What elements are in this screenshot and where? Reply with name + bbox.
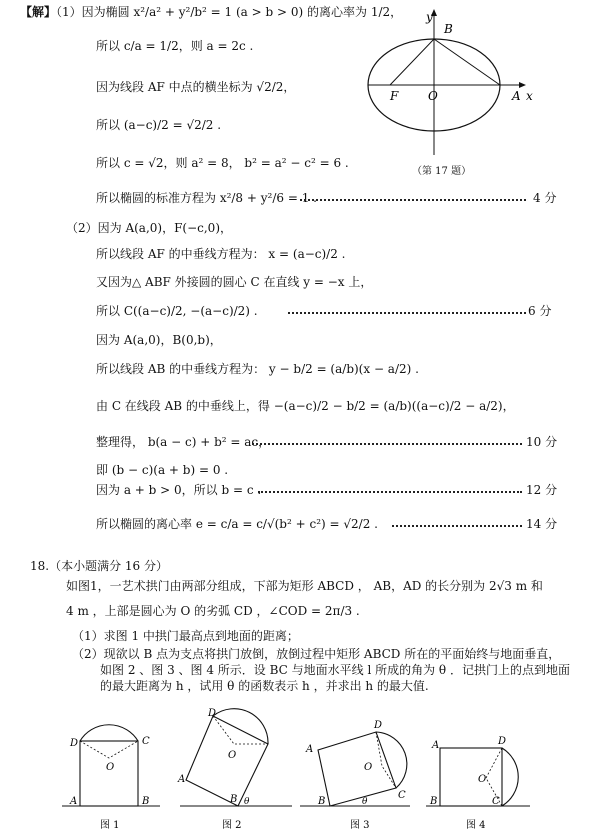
figure-caption: 图 4 bbox=[466, 820, 486, 830]
label-C: C bbox=[492, 796, 500, 807]
solution-line: 所以 c = √2，则 a² = 8， b² = a² − c² = 6 . bbox=[96, 156, 349, 170]
label-D: D bbox=[70, 738, 79, 749]
label-B: B bbox=[230, 794, 238, 805]
solution-line: 所以线段 AF 的中垂线方程为： x = (a−c)/2 . bbox=[96, 247, 346, 261]
solution-line: 所以线段 AB 的中垂线方程为： y − b/2 = (a/b)(x − a/2) . bbox=[96, 362, 419, 376]
solution-header: 【解】（1）因为椭圆 x²/a² + y²/b² = 1 (a > b > 0) 的离心率为 1/2， bbox=[20, 5, 403, 19]
solution-line: 即 (b − c)(a + b) = 0 . bbox=[96, 463, 229, 477]
dot-leader bbox=[258, 491, 522, 493]
figure-17-caption: （第 17 题） bbox=[412, 166, 472, 177]
figure-caption: 图 3 bbox=[350, 820, 370, 830]
label-F: F bbox=[390, 89, 399, 103]
label-C: C bbox=[142, 736, 150, 747]
label-A: A bbox=[432, 740, 440, 751]
arc-cd bbox=[502, 748, 518, 806]
figure-3 bbox=[300, 720, 410, 830]
label-C: C bbox=[398, 790, 406, 801]
rectangle-abcd bbox=[318, 732, 396, 806]
label-theta: θ bbox=[362, 797, 368, 807]
label-D: D bbox=[208, 708, 217, 719]
solution-line: 又因为△ ABF 外接圆的圆心 C 在直线 y = −x 上， bbox=[96, 275, 373, 289]
solution-line: 整理得， b(a − c) + b² = ac， bbox=[96, 435, 271, 449]
label-O: O bbox=[478, 774, 487, 785]
label-y: y bbox=[426, 10, 433, 24]
problem-18-question-2: 的最大距离为 h ，试用 θ 的函数表示 h ，并求出 h 的最大值. bbox=[100, 679, 429, 693]
solution-line: 所以 C((a−c)/2, −(a−c)/2) . bbox=[96, 304, 258, 318]
label-x: x bbox=[526, 89, 533, 103]
solution-line: 因为 A(a,0)，B(0,b)， bbox=[96, 333, 222, 347]
label-A: A bbox=[70, 796, 78, 807]
dot-leader bbox=[288, 312, 526, 314]
problem-18-question-2: 如图 2 、图 3 、图 4 所示．设 BC 与地面水平线 l 所成的角为 θ ．记拱门上的点到地面 bbox=[100, 663, 570, 677]
label-O: O bbox=[228, 750, 237, 761]
figure-4 bbox=[426, 736, 530, 830]
score-mark: 4 分 bbox=[533, 191, 557, 205]
problem-18-intro: 4 m ，上部是圆心为 O 的劣弧 CD ，∠COD = 2π/3 . bbox=[66, 604, 360, 618]
figure-1 bbox=[62, 725, 160, 830]
label-D: D bbox=[498, 736, 507, 747]
radius-dashed bbox=[80, 741, 138, 758]
solution-line: 所以 c/a = 1/2，则 a = 2c . bbox=[96, 39, 254, 53]
label-A: A bbox=[178, 774, 186, 785]
arc-cd bbox=[80, 725, 138, 741]
figure-17-ellipse bbox=[360, 5, 540, 181]
score-mark: 14 分 bbox=[526, 517, 558, 531]
label-A: A bbox=[512, 89, 521, 103]
problem-18-number: 18.（本小题满分 16 分） bbox=[30, 559, 168, 573]
label-O: O bbox=[364, 762, 373, 773]
solution-line: 所以 (a−c)/2 = √2/2 . bbox=[96, 118, 222, 132]
problem-18-question-1: （1）求图 1 中拱门最高点到地面的距离； bbox=[72, 629, 299, 643]
label-B: B bbox=[318, 796, 326, 807]
label-B: B bbox=[142, 796, 150, 807]
triangle-fba bbox=[390, 39, 500, 85]
figure-2 bbox=[177, 708, 292, 830]
dot-leader bbox=[252, 443, 522, 445]
dot-leader bbox=[392, 525, 522, 527]
figure-caption: 图 1 bbox=[100, 820, 120, 830]
label-A: A bbox=[306, 744, 314, 755]
score-mark: 10 分 bbox=[526, 435, 558, 449]
label-O: O bbox=[428, 89, 438, 103]
label-B: B bbox=[430, 796, 438, 807]
solution-line: 因为 a + b > 0，所以 b = c . bbox=[96, 483, 262, 497]
score-mark: 6 分 bbox=[528, 304, 552, 318]
solution-line: 所以椭圆的离心率 e = c/a = c/√(b² + c²) = √2/2 . bbox=[96, 517, 378, 531]
label-O: O bbox=[106, 762, 115, 773]
arch-figures bbox=[0, 700, 613, 830]
label-D: D bbox=[374, 720, 383, 731]
score-mark: 12 分 bbox=[526, 483, 558, 497]
solution-line: 因为线段 AF 中点的横坐标为 √2/2， bbox=[96, 80, 296, 94]
problem-18-intro: 如图1，一艺术拱门由两部分组成，下部为矩形 ABCD ， AB，AD 的长分别为 2√3 m 和 bbox=[66, 579, 543, 593]
problem-18-question-2: （2）现欲以 B 点为支点将拱门放倒，放倒过程中矩形 ABCD 所在的平面始终与地面垂直， bbox=[72, 647, 561, 661]
rectangle-abcd bbox=[186, 716, 268, 806]
label-B: B bbox=[444, 22, 453, 36]
label-theta: θ bbox=[244, 797, 250, 807]
figure-caption: 图 2 bbox=[222, 820, 242, 830]
dot-leader bbox=[300, 199, 526, 201]
rectangle-abcd bbox=[80, 741, 138, 806]
solution-line: 所以椭圆的标准方程为 x²/8 + y²/6 = 1 . bbox=[96, 191, 317, 205]
solution-line: （2）因为 A(a,0)，F(−c,0)， bbox=[66, 221, 233, 235]
solution-line: 由 C 在线段 AB 的中垂线上，得 −(a−c)/2 − b/2 = (a/b)((a−c)/2 − a/2)， bbox=[96, 399, 515, 413]
x-axis-arrow bbox=[519, 82, 526, 88]
